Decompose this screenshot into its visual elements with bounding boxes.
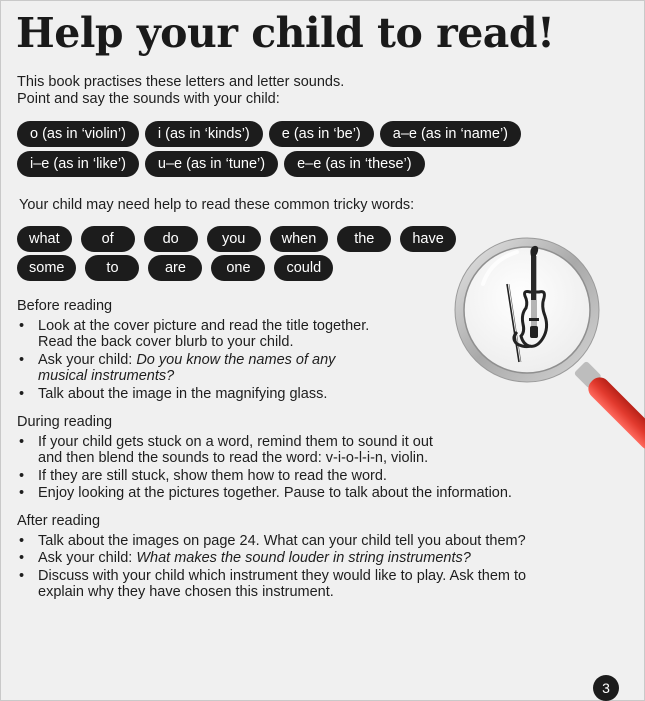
- list-item: [17, 352, 369, 385]
- tricky-words-row-1: [17, 226, 456, 252]
- list-item-text: Look at the cover picture and read the title together.: [38, 317, 370, 334]
- sound-pill-i: i (as in ‘kinds’): [145, 121, 263, 147]
- list-item: [17, 386, 369, 403]
- list-item-text: [38, 352, 369, 369]
- bullet-icon: •: [19, 385, 25, 402]
- bullet-icon: •: [19, 433, 25, 450]
- list-item-text: [38, 368, 369, 385]
- list-item-text: Talk about the images on page 24. What can your child tell you about them?: [38, 532, 526, 549]
- bullet-icon: •: [19, 567, 25, 584]
- list-item-text: explain why they have chosen this instrument.: [38, 584, 334, 600]
- list-item-text: Read the back cover blurb to your child.: [38, 334, 294, 350]
- bullet-icon: •: [19, 467, 25, 484]
- before-reading-section: [17, 298, 369, 403]
- intro-line-1: This book practises these letters and letter sounds.: [17, 74, 345, 90]
- during-reading-list: [17, 434, 512, 502]
- tricky-word: could: [274, 255, 333, 281]
- after-reading-heading: After reading: [17, 513, 101, 529]
- tricky-word: have: [400, 226, 455, 252]
- tricky-word: the: [337, 226, 391, 252]
- tricky-words-row-2: [17, 255, 333, 281]
- list-item: [17, 434, 512, 467]
- sound-pill-o: o (as in ‘violin’): [17, 121, 139, 147]
- list-item-prefix: Ask your child:: [38, 550, 137, 566]
- magnifying-glass-icon: [451, 234, 645, 454]
- tricky-words-intro: Your child may need help to read these common tricky words:: [19, 197, 415, 213]
- tricky-word: one: [211, 255, 265, 281]
- bullet-icon: •: [19, 550, 25, 566]
- tricky-word: of: [81, 226, 135, 252]
- sound-pills-row-1: [17, 121, 521, 147]
- list-item-text: Discuss with your child which instrument they would like to play. Ask them to: [38, 567, 527, 584]
- list-item-prefix: Ask your child:: [38, 351, 137, 368]
- list-item-question: musical instruments?: [38, 368, 175, 384]
- list-item: [17, 318, 369, 351]
- list-item-text: Talk about the image in the magnifying glass.: [38, 385, 328, 402]
- before-reading-list: [17, 318, 369, 403]
- list-item-text: [38, 550, 526, 567]
- list-item: [17, 550, 526, 567]
- page-number: 3: [593, 675, 619, 701]
- list-item-text: If they are still stuck, show them how to read the word.: [38, 467, 387, 484]
- bullet-icon: •: [19, 317, 25, 334]
- intro-line-2: Point and say the sounds with your child:: [17, 91, 280, 107]
- tricky-word: when: [270, 226, 329, 252]
- before-reading-heading: Before reading: [17, 298, 113, 314]
- during-reading-heading: During reading: [17, 414, 113, 430]
- list-item-text: If your child gets stuck on a word, remind them to sound it out: [38, 433, 433, 450]
- tricky-word: some: [17, 255, 76, 281]
- list-item: [17, 533, 526, 550]
- after-reading-list: [17, 533, 526, 601]
- after-reading-section: [17, 513, 526, 602]
- list-item: [17, 485, 512, 502]
- bullet-icon: •: [19, 532, 25, 549]
- list-item: [17, 568, 526, 601]
- sound-pill-a-e: a–e (as in ‘name’): [380, 121, 521, 147]
- page-title: Help your child to read!: [16, 9, 555, 57]
- magnifier-lens: [464, 247, 590, 373]
- bullet-icon: •: [19, 351, 25, 368]
- list-item-text: and then blend the sounds to read the word: v-i-o-l-i-n, violin.: [38, 450, 429, 466]
- tricky-word: do: [144, 226, 198, 252]
- list-item-question: What makes the sound louder in string instruments?: [136, 550, 471, 566]
- sound-pills-row-2: [17, 151, 425, 177]
- list-item: [17, 468, 512, 485]
- tricky-word: to: [85, 255, 139, 281]
- sound-pill-i-e: i–e (as in ‘like’): [17, 151, 139, 177]
- tricky-word: are: [148, 255, 202, 281]
- sound-pill-e: e (as in ‘be’): [269, 121, 374, 147]
- bullet-icon: •: [19, 485, 25, 501]
- sound-pill-e-e: e–e (as in ‘these’): [284, 151, 424, 177]
- magnifying-glass-svg: [451, 234, 645, 449]
- list-item-text: Enjoy looking at the pictures together. Pause to talk about the information.: [38, 485, 512, 501]
- list-item-question: Do you know the names of any: [136, 351, 336, 368]
- during-reading-section: [17, 414, 512, 503]
- magnifier-handle: [574, 361, 645, 449]
- sound-pill-u-e: u–e (as in ‘tune’): [145, 151, 278, 177]
- tricky-word: you: [207, 226, 261, 252]
- intro-text: [17, 74, 344, 108]
- tricky-word: what: [17, 226, 72, 252]
